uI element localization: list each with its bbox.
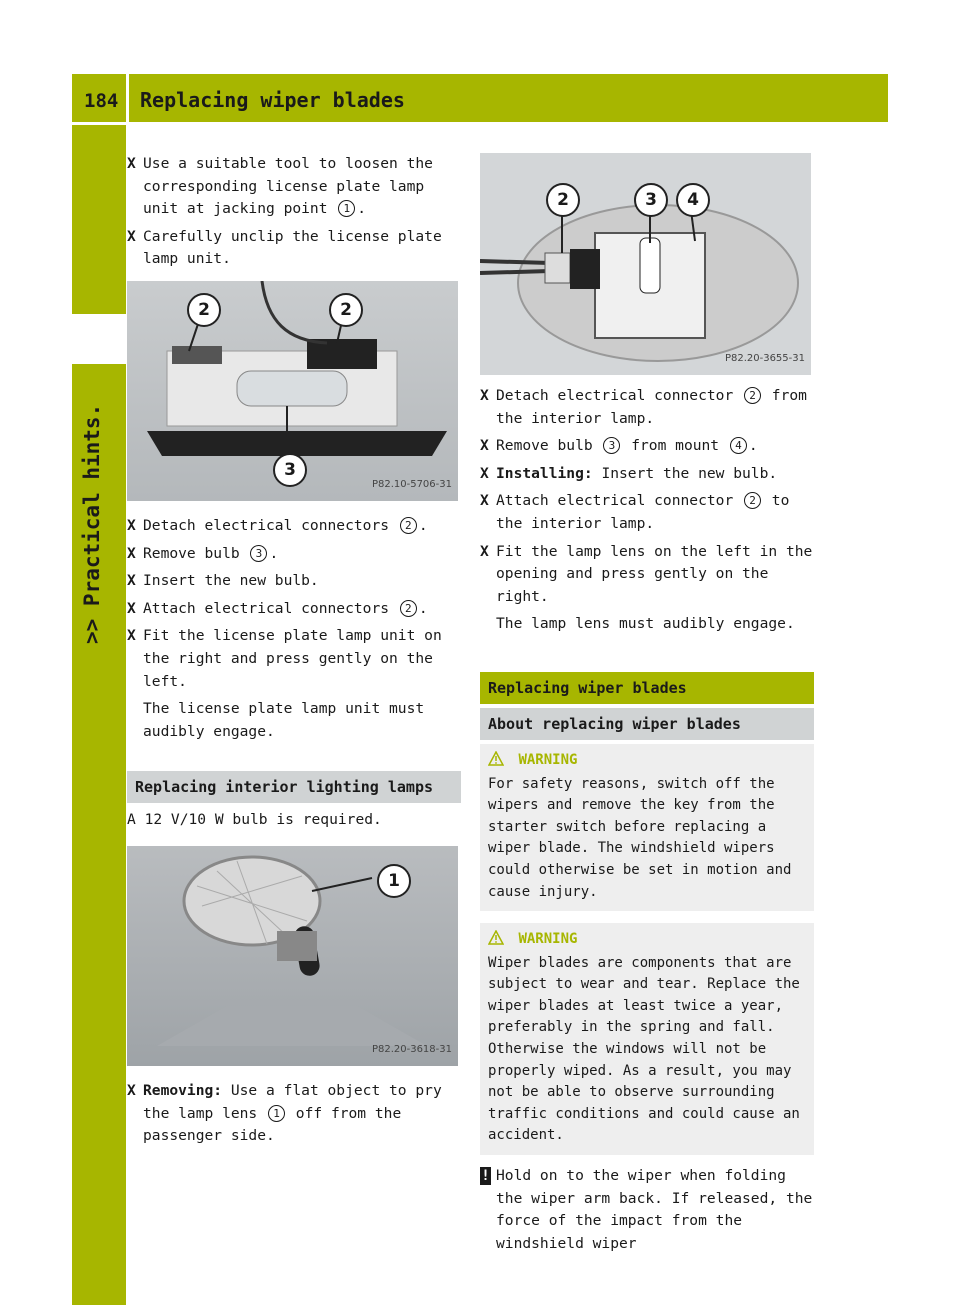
caution-note	[480, 1165, 814, 1255]
step-text: from the interior lamp.	[496, 387, 807, 427]
callout-ref: 3	[250, 545, 267, 562]
step-text: Attach electrical connector	[496, 492, 743, 510]
step-text: from mount	[622, 437, 728, 455]
step-marker: X	[480, 542, 489, 560]
step-marker: X	[127, 227, 136, 245]
step-text: Detach electrical connector	[496, 387, 743, 404]
step-marker: X	[127, 155, 136, 172]
subsection-heading: About replacing wiper blades	[480, 708, 814, 740]
warning-text: Wiper blades are components that are subject to wear and tear. Replace the wiper blades at least twice a year, preferably in the spring and fall. Otherwise the windows will not be properly wiped. As a result, you may not be able to observe surrounding traffic conditions and could cause an accident.	[488, 954, 800, 1144]
callout-ref: 2	[744, 492, 761, 509]
warning-icon	[488, 751, 504, 766]
step-marker: X	[480, 464, 489, 482]
interior-lamp-figure	[127, 846, 458, 1066]
step-text: .	[418, 599, 428, 617]
callout-ref: 2	[744, 387, 761, 404]
warning-title: WARNING	[518, 931, 578, 948]
instruction-step	[127, 153, 461, 221]
warning-box-1	[480, 744, 814, 911]
step-marker: X	[127, 599, 136, 617]
step-text: Insert the new bulb.	[592, 464, 778, 482]
instruction-step	[480, 385, 814, 430]
instruction-step	[480, 490, 814, 535]
callout-3: 3	[273, 453, 307, 487]
step-marker: X	[127, 572, 136, 590]
warning-title: WARNING	[518, 751, 578, 768]
step-removing	[127, 1080, 461, 1148]
callout-ref: 2	[400, 517, 417, 534]
exclamation-icon: !	[481, 1167, 490, 1185]
step-text: Use a flat object to pry the lamp lens	[143, 1081, 442, 1122]
step-text: Attach electrical connectors	[143, 599, 398, 617]
step-text: Use a suitable tool to loosen the corresponding license plate lamp unit at jacking point	[143, 155, 433, 218]
note: The license plate lamp unit must audibly engage.	[143, 700, 425, 740]
instruction-step	[127, 570, 461, 593]
step-text: Remove bulb	[143, 544, 249, 562]
callout-ref: 1	[338, 200, 355, 217]
step-text: off from the passenger side.	[143, 1104, 402, 1145]
step-installing	[480, 463, 814, 486]
page-title: Replacing wiper blades	[140, 88, 405, 112]
figure-code: P82.10-5706-31	[371, 479, 452, 491]
interior-lamp-detail-figure	[480, 153, 811, 375]
page-number: 184	[84, 90, 119, 112]
note: The lamp lens must audibly engage.	[496, 615, 795, 633]
step-text: .	[748, 437, 758, 455]
instruction-step	[127, 515, 461, 538]
section-heading-interior-lamps: Replacing interior lighting lamps	[127, 771, 461, 803]
step-text: Insert the new bulb.	[143, 572, 319, 590]
callout-ref: 1	[268, 1105, 285, 1122]
step-marker: X	[480, 437, 489, 455]
step-text: Fit the license plate lamp unit on the right and press gently on the left.	[143, 627, 442, 690]
side-tab-gap	[72, 314, 126, 364]
step-text: .	[357, 200, 367, 218]
instruction-step	[480, 541, 814, 609]
step-marker: X	[127, 627, 136, 645]
callout-3: 3	[634, 183, 668, 217]
instruction-step	[127, 543, 461, 566]
step-text: .	[418, 516, 428, 534]
step-text: Remove bulb	[496, 437, 602, 455]
warning-icon	[488, 930, 504, 945]
left-column	[127, 153, 461, 1153]
step-text: .	[269, 544, 279, 562]
callout-ref: 2	[400, 600, 417, 617]
callout-1: 1	[377, 864, 411, 898]
step-text: to the interior lamp.	[496, 492, 790, 532]
callout-ref: 4	[730, 437, 747, 454]
step-text: Carefully unclip the license plate lamp unit.	[143, 227, 442, 268]
instruction-step	[127, 625, 461, 693]
callout-2a: 2	[187, 293, 221, 327]
figure-code: P82.20-3618-31	[371, 1044, 452, 1056]
callout-ref: 3	[603, 437, 620, 454]
license-plate-lamp-figure	[127, 281, 458, 501]
step-marker: X	[480, 492, 489, 510]
instruction-step	[127, 226, 461, 271]
right-column	[480, 153, 814, 1260]
caution-text: Hold on to the wiper when folding the wiper arm back. If released, the force of the impact from the windshield wiper	[496, 1167, 813, 1252]
figure-code: P82.20-3655-31	[724, 353, 805, 365]
section-text: A 12 V/10 W bulb is required.	[127, 811, 382, 829]
chapter-label: >> Practical hints.	[80, 404, 104, 645]
step-text: Fit the lamp lens on the left in the opening and press gently on the right.	[496, 542, 813, 605]
warning-text: For safety reasons, switch off the wipers and remove the key from the starter switch before replacing a wiper blade. The windshield wipers could otherwise be set in motion and cause injury.	[488, 775, 792, 900]
step-bold-label: Installing:	[496, 464, 593, 482]
instruction-step	[480, 435, 814, 458]
callout-2b: 2	[329, 293, 363, 327]
warning-box-2	[480, 923, 814, 1155]
section-heading-wiper-blades: Replacing wiper blades	[480, 672, 814, 704]
step-marker: X	[480, 387, 489, 404]
side-separator	[72, 122, 126, 125]
callout-2: 2	[546, 183, 580, 217]
step-marker: X	[127, 1081, 136, 1099]
step-marker: X	[127, 516, 136, 534]
callout-4: 4	[676, 183, 710, 217]
step-text: Detach electrical connectors	[143, 516, 398, 534]
instruction-step	[127, 598, 461, 621]
step-bold-label: Removing:	[143, 1081, 223, 1099]
step-marker: X	[127, 544, 136, 562]
header-separator	[126, 74, 129, 122]
